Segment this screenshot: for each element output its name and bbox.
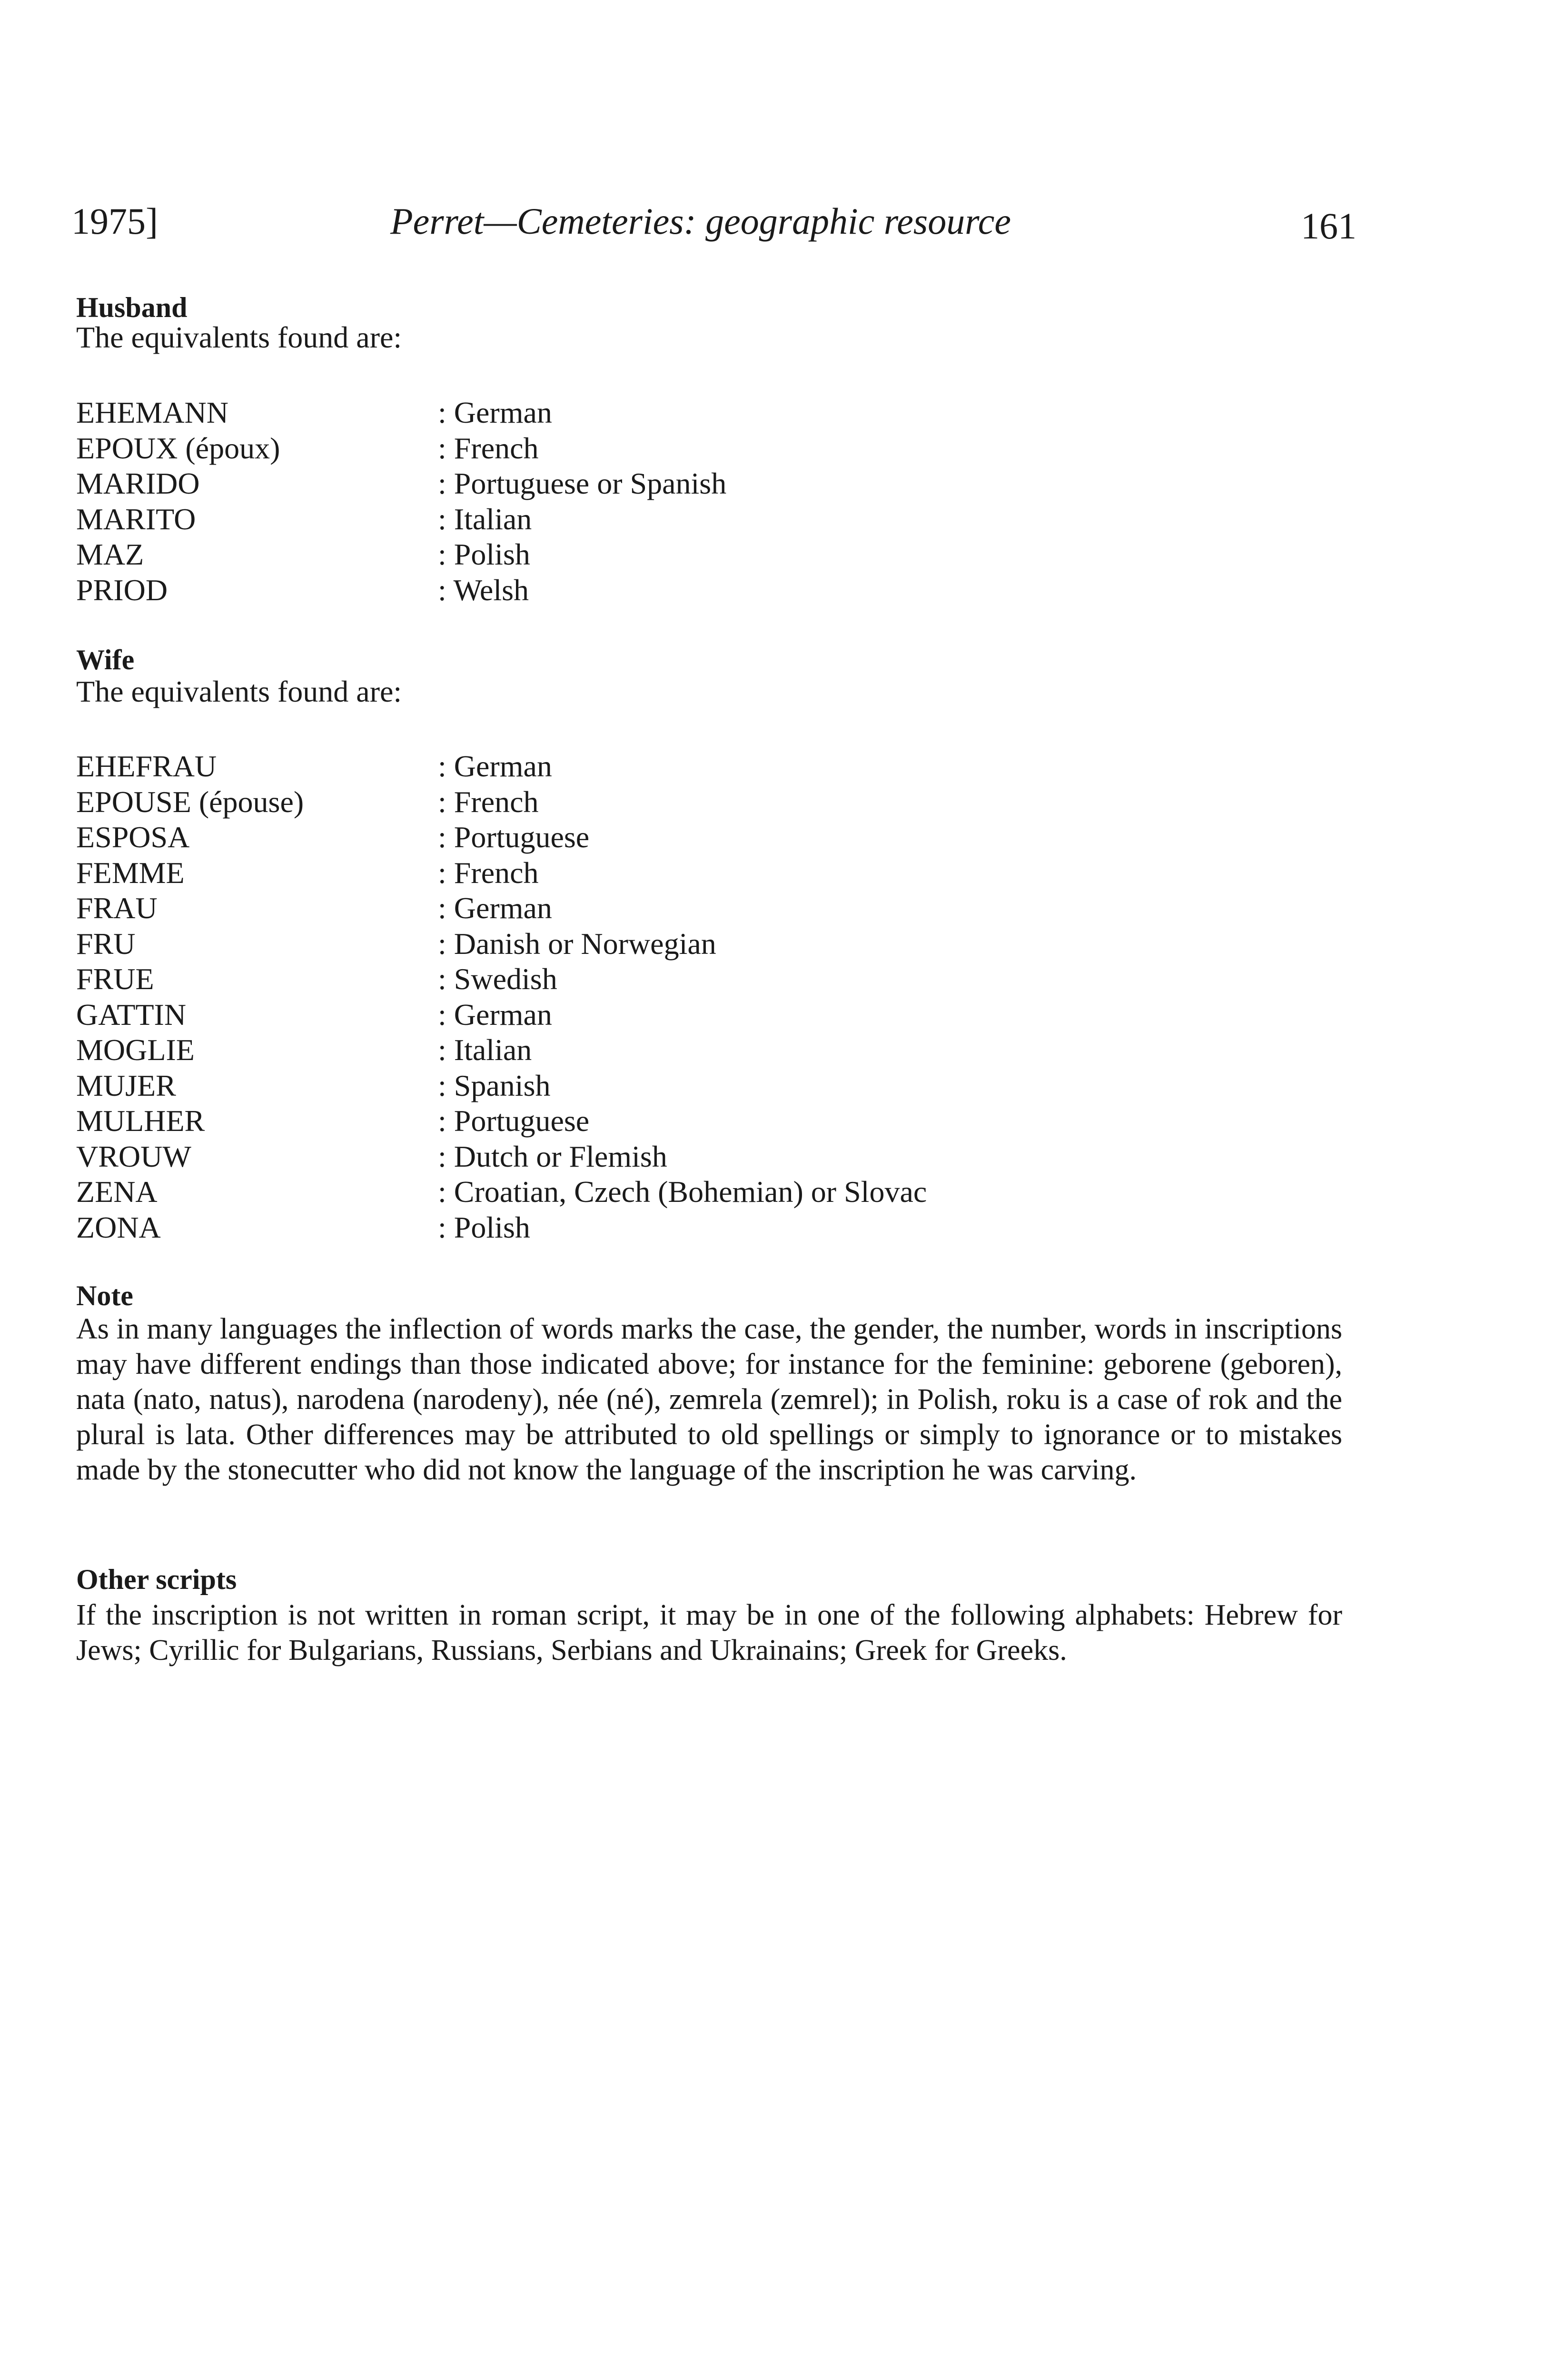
other-scripts-heading: Other scripts <box>76 1564 237 1595</box>
husband-heading: Husband <box>76 292 188 323</box>
husband-intro: The equivalents found are: <box>76 320 402 354</box>
note-heading: Note <box>76 1280 133 1311</box>
term: EHEFRAU <box>76 749 217 783</box>
wife-intro: The equivalents found are: <box>76 674 402 708</box>
term: FRUE <box>76 962 154 996</box>
language: : Welsh <box>438 573 529 607</box>
term: VROUW <box>76 1139 191 1173</box>
term: FEMME <box>76 855 185 890</box>
language: : Portuguese <box>438 820 590 854</box>
term: ESPOSA <box>76 820 190 854</box>
header-year: 1975] <box>71 200 158 242</box>
language: : German <box>438 396 552 429</box>
term: ZONA <box>76 1210 161 1244</box>
term: MARITO <box>76 502 196 536</box>
other-scripts-paragraph: If the inscription is not written in roman script, it may be in one of the following alphabets: Hebrew for Jews; Cyrillic for Bulgarians, Russians, Serbians and Ukrainains; Greek for Greeks. <box>76 1599 1342 1666</box>
language: : French <box>438 431 539 465</box>
term: ZENA <box>76 1175 158 1209</box>
language: : French <box>438 855 539 890</box>
term: EPOUX (époux) <box>76 431 280 465</box>
language: : Polish <box>438 537 530 571</box>
language: : Dutch or Flemish <box>438 1139 667 1173</box>
term: EPOUSE (épouse) <box>76 784 304 819</box>
term: FRAU <box>76 891 158 925</box>
term: FRU <box>76 926 136 961</box>
term: MOGLIE <box>76 1033 195 1067</box>
term: GATTIN <box>76 997 187 1031</box>
page-number: 161 <box>1301 205 1357 247</box>
language: : Italian <box>438 502 532 536</box>
term: MULHER <box>76 1104 205 1138</box>
language: : Italian <box>438 1033 532 1067</box>
language: : Spanish <box>438 1068 551 1102</box>
language: : French <box>438 784 539 819</box>
language: : German <box>438 891 552 925</box>
language: : Polish <box>438 1210 530 1244</box>
wife-heading: Wife <box>76 644 135 675</box>
term: PRIOD <box>76 573 168 607</box>
note-paragraph: As in many languages the inflection of words marks the case, the gender, the number, words in inscriptions may have different endings than those indicated above; for instance for the feminine: geborene (geboren), nata (nato, natus), narodena (narodeny), née (né), zemrela (zemrel); in Polish, roku is a case of rok and the plural is lata. Other differences may be attributed to old spellings or simply to ignorance or to mistakes made by the stonecutter who did not know the language of the inscription he was carving. <box>76 1313 1342 1486</box>
language: : Portuguese <box>438 1104 590 1138</box>
language: : Danish or Norwegian <box>438 926 716 961</box>
header-title: Perret—Cemeteries: geographic resource <box>390 200 1011 242</box>
term: MARIDO <box>76 466 200 500</box>
term: MAZ <box>76 537 144 571</box>
language: : German <box>438 997 552 1031</box>
running-header <box>71 200 1357 252</box>
language: : Swedish <box>438 962 557 996</box>
language: : German <box>438 749 552 783</box>
language: : Croatian, Czech (Bohemian) or Slovac <box>438 1175 927 1209</box>
language: : Portuguese or Spanish <box>438 466 727 500</box>
term: MUJER <box>76 1068 176 1102</box>
term: EHEMANN <box>76 396 228 429</box>
